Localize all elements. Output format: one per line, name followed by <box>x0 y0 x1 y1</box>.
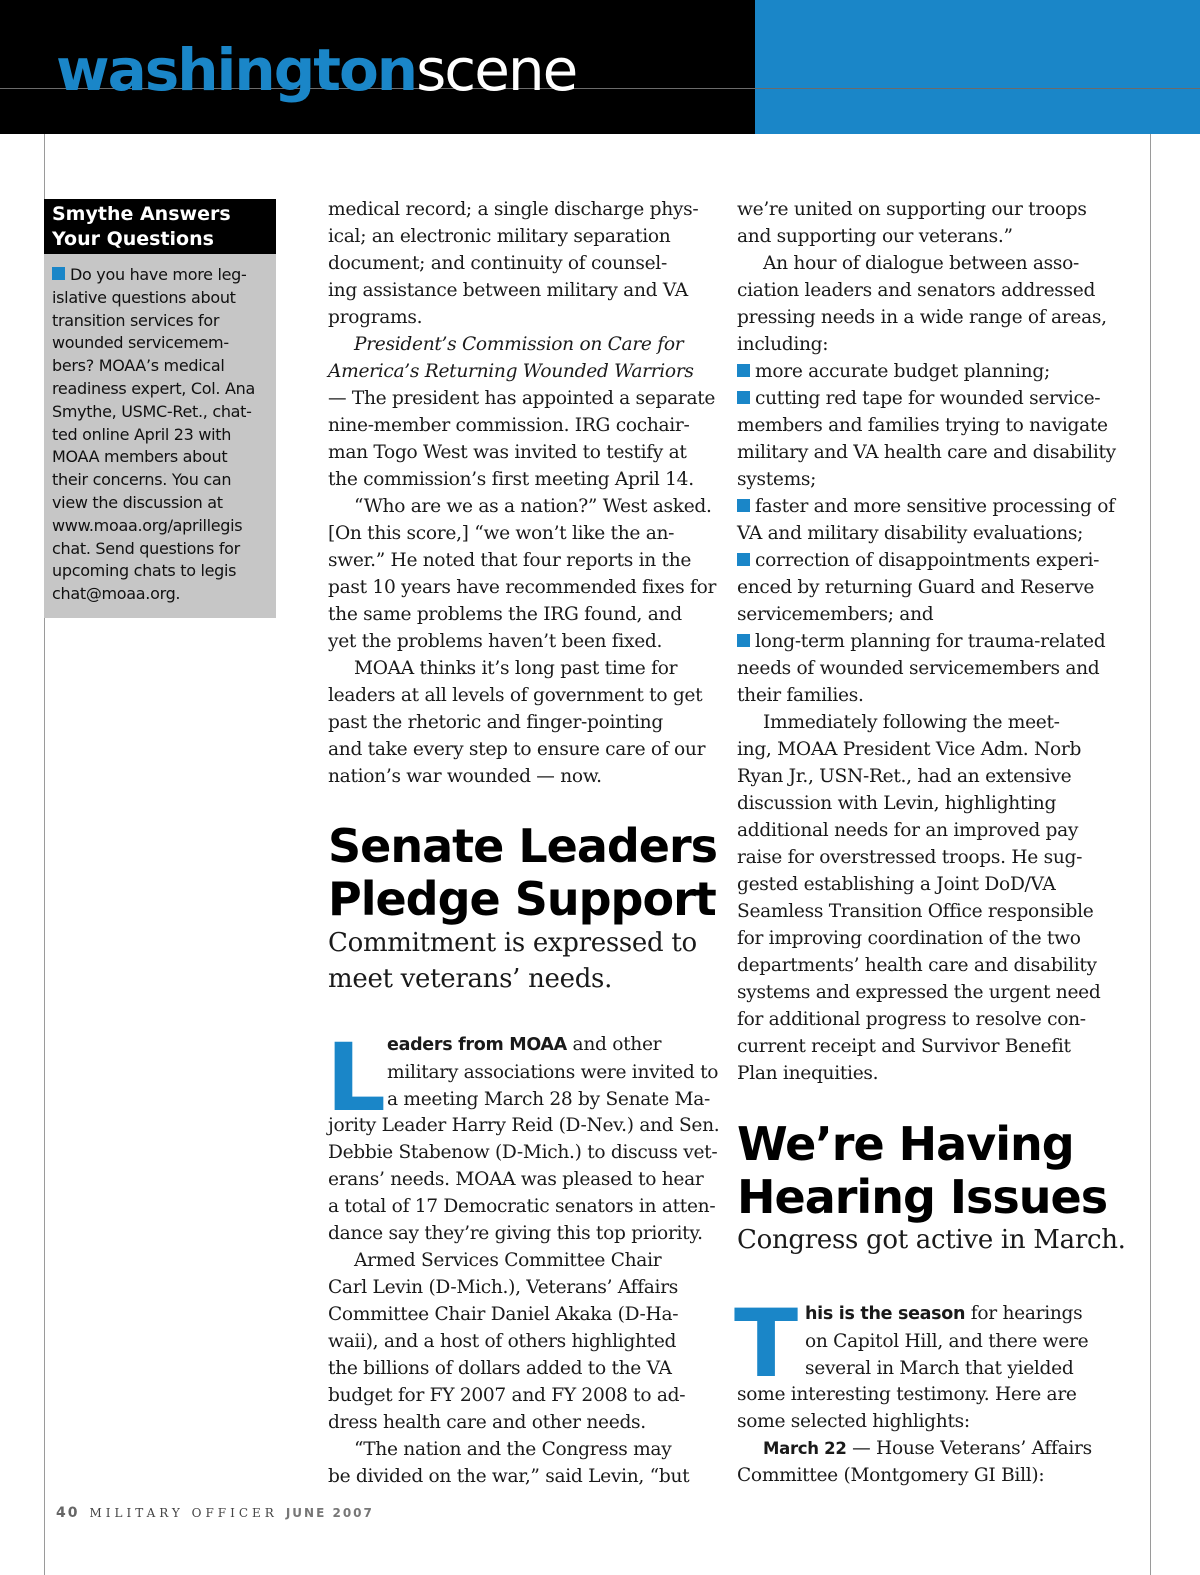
article1-headline <box>328 820 717 926</box>
body-line: erans’ needs. MOAA was pleased to hear <box>328 1169 704 1190</box>
body-line: a total of 17 Democratic senators in atten- <box>328 1196 716 1217</box>
bullet-square-icon <box>52 267 65 280</box>
dropcap-l: L <box>326 1024 386 1133</box>
body-line: the same problems the IRG found, and <box>328 604 682 625</box>
body-line: dance say they’re giving this top priority. <box>328 1223 703 1244</box>
bullet-square-icon <box>737 499 750 512</box>
sidebar-line: ted online April 23 with <box>52 424 232 444</box>
sidebar-line: bers? MOAA’s medical <box>52 356 225 376</box>
body-line: jority Leader Harry Reid (D-Nev.) and Sen. <box>328 1115 720 1136</box>
article2-headline <box>737 1118 1107 1224</box>
body-line: — House Veterans’ Affairs <box>846 1438 1092 1459</box>
body-line: past 10 years have recommended fixes for <box>328 577 717 598</box>
body-line: [On this score,] “we won’t like the an- <box>328 523 675 544</box>
article1-leadin: eaders from MOAA <box>387 1035 567 1055</box>
body-line: ing assistance between military and VA <box>328 280 688 301</box>
bullet-line: enced by returning Guard and Reserve <box>737 577 1095 598</box>
body-line: pressing needs in a wide range of areas, <box>737 307 1107 328</box>
body-line: An hour of dialogue between asso- <box>763 253 1080 274</box>
body-line: a meeting March 28 by Senate Ma- <box>387 1089 711 1110</box>
sidebar-line: MOAA members about <box>52 447 228 467</box>
sidebar-line: wounded servicemem- <box>52 333 229 353</box>
body-line: on Capitol Hill, and there were <box>805 1331 1089 1352</box>
bullet-square-icon <box>737 391 750 404</box>
body-line: — The president has appointed a separate <box>328 388 716 409</box>
body-line: “The nation and the Congress may <box>354 1439 672 1460</box>
article2-body <box>737 1381 1092 1489</box>
sidebar-line: chat@moaa.org. <box>52 584 181 604</box>
body-line: ciation leaders and senators addressed <box>737 280 1096 301</box>
body-line: nation’s war wounded — now. <box>328 766 602 787</box>
body-line: gested establishing a Joint DoD/VA <box>737 874 1056 895</box>
body-line: MOAA thinks it’s long past time for <box>354 658 678 679</box>
sidebar-line: view the discussion at <box>52 492 223 512</box>
dropcap-t: T <box>734 1290 799 1399</box>
body-line: some selected highlights: <box>737 1411 970 1432</box>
page-number: 40 <box>56 1505 80 1521</box>
body-line: systems and expressed the urgent need <box>737 982 1101 1003</box>
article1-wrap <box>387 1031 718 1113</box>
sidebar-line: Smythe, USMC-Ret., chat- <box>52 401 252 421</box>
body-line: and take every step to ensure care of our <box>328 739 706 760</box>
header-blue-band <box>755 0 1200 134</box>
body-line: Plan inequities. <box>737 1063 879 1084</box>
column3-top <box>737 196 1116 1087</box>
body-line: ical; an electronic military separation <box>328 226 671 247</box>
article2-wrap <box>805 1300 1088 1382</box>
body-line: man Togo West was invited to testify at <box>328 442 687 463</box>
body-line: several in March that yielded <box>805 1358 1074 1379</box>
body-line: Committee Chair Daniel Akaka (D-Ha- <box>328 1304 679 1325</box>
body-line: Committee (Montgomery GI Bill): <box>737 1465 1045 1486</box>
body-line: document; and continuity of counsel- <box>328 253 667 274</box>
body-line: the billions of dollars added to the VA <box>328 1358 672 1379</box>
body-line: we’re united on supporting our troops <box>737 199 1087 220</box>
body-line: the commission’s first meeting April 14. <box>328 469 694 490</box>
body-line: Ryan Jr., USN-Ret., had an extensive <box>737 766 1072 787</box>
bullet-line: faster and more sensitive processing of <box>755 496 1115 517</box>
bullet-line: cutting red tape for wounded service- <box>755 388 1101 409</box>
bullet-square-icon <box>737 634 750 647</box>
body-line: dress health care and other needs. <box>328 1412 646 1433</box>
body-line: departments’ health care and disability <box>737 955 1097 976</box>
sidebar-line: islative questions about <box>52 287 236 307</box>
body-line: medical record; a single discharge phys- <box>328 199 699 220</box>
section-title-bold: washington <box>56 36 417 104</box>
commission-title-line: America’s Returning Wounded Warriors <box>328 361 694 382</box>
right-frame-rule <box>1150 134 1151 1575</box>
bullet-square-icon <box>737 553 750 566</box>
bullet-item <box>737 628 1116 655</box>
bullet-item <box>737 493 1116 520</box>
sidebar-line: chat. Send questions for <box>52 538 240 558</box>
commission-title-line: President’s Commission on Care for <box>354 334 684 355</box>
sidebar-title-line: Smythe Answers <box>52 203 231 225</box>
body-line: current receipt and Survivor Benefit <box>737 1036 1071 1057</box>
article1-dek <box>328 925 697 997</box>
sidebar-title <box>44 199 276 254</box>
body-line: swer.” He noted that four reports in the <box>328 550 692 571</box>
bullet-line: VA and military disability evaluations; <box>737 523 1084 544</box>
body-line: Armed Services Committee Chair <box>354 1250 662 1271</box>
body-line: military associations were invited to <box>387 1062 719 1083</box>
body-line: waii), and a host of others highlighted <box>328 1331 677 1352</box>
body-line: for hearings <box>965 1303 1083 1324</box>
body-line: nine-member commission. IRG cochair- <box>328 415 690 436</box>
body-line: Seamless Transition Office responsible <box>737 901 1094 922</box>
body-line: leaders at all levels of government to get <box>328 685 703 706</box>
sidebar-box <box>44 199 276 618</box>
bullet-line: members and families trying to navigate <box>737 415 1108 436</box>
bullet-line: servicemembers; and <box>737 604 934 625</box>
sidebar-line: upcoming chats to legis <box>52 561 237 581</box>
bullet-line: systems; <box>737 469 817 490</box>
sidebar-line: www.moaa.org/aprillegis <box>52 515 243 535</box>
body-line: including: <box>737 334 829 355</box>
sidebar-line: readiness expert, Col. Ana <box>52 378 255 398</box>
column2-top <box>328 196 718 790</box>
issue-date: JUNE 2007 <box>285 1506 374 1520</box>
article1-body <box>328 1112 719 1490</box>
bullet-line: long-term planning for trauma-related <box>755 631 1106 652</box>
article2-leadin: his is the season <box>805 1304 966 1324</box>
publication-name: MILITARY OFFICER <box>89 1506 278 1520</box>
body-line: Debbie Stabenow (D-Mich.) to discuss vet- <box>328 1142 718 1163</box>
sidebar-line: transition services for <box>52 310 220 330</box>
body-line: Carl Levin (D-Mich.), Veterans’ Affairs <box>328 1277 679 1298</box>
body-line: additional needs for an improved pay <box>737 820 1079 841</box>
bullet-line: more accurate budget planning; <box>755 361 1050 382</box>
body-line: and supporting our veterans.” <box>737 226 1013 247</box>
body-line: discussion with Levin, highlighting <box>737 793 1057 814</box>
bullet-line: military and VA health care and disability <box>737 442 1116 463</box>
bullet-item <box>737 358 1116 385</box>
bullet-item <box>737 385 1116 412</box>
sidebar-line: Do you have more leg- <box>70 265 247 284</box>
section-title-light: scene <box>416 36 577 104</box>
headline-line: Pledge Support <box>328 872 716 926</box>
sidebar-title-line: Your Questions <box>52 228 214 250</box>
body-line: for improving coordination of the two <box>737 928 1081 949</box>
article2-dek: Congress got active in March. <box>737 1225 1126 1255</box>
body-line: ing, MOAA President Vice Adm. Norb <box>737 739 1082 760</box>
page-footer <box>56 1505 374 1521</box>
bullet-item <box>737 547 1116 574</box>
sidebar-line: their concerns. You can <box>52 470 232 490</box>
dek-line: meet veterans’ needs. <box>328 964 613 994</box>
body-line: and other <box>566 1034 662 1055</box>
hearing-date: March 22 <box>763 1439 847 1458</box>
body-line: some interesting testimony. Here are <box>737 1384 1077 1405</box>
body-line: be divided on the war,” said Levin, “but <box>328 1466 690 1487</box>
headline-line: Senate Leaders <box>328 819 718 873</box>
dek-line: Commitment is expressed to <box>328 928 697 958</box>
bullet-line: needs of wounded servicemembers and <box>737 658 1100 679</box>
body-line: programs. <box>328 307 423 328</box>
bullet-line: their families. <box>737 685 864 706</box>
body-line: Immediately following the meet- <box>763 712 1060 733</box>
sidebar-body <box>44 254 276 606</box>
body-line: past the rhetoric and finger-pointing <box>328 712 663 733</box>
body-line: “Who are we as a nation?” West asked. <box>354 496 712 517</box>
section-title <box>56 30 576 110</box>
body-line: for additional progress to resolve con- <box>737 1009 1086 1030</box>
headline-line: Hearing Issues <box>737 1170 1108 1224</box>
body-line: yet the problems haven’t been fixed. <box>328 631 663 652</box>
body-line: raise for overstressed troops. He sug- <box>737 847 1083 868</box>
body-line: budget for FY 2007 and FY 2008 to ad- <box>328 1385 686 1406</box>
headline-line: We’re Having <box>737 1117 1074 1171</box>
bullet-line: correction of disappointments experi- <box>755 550 1100 571</box>
bullet-square-icon <box>737 364 750 377</box>
